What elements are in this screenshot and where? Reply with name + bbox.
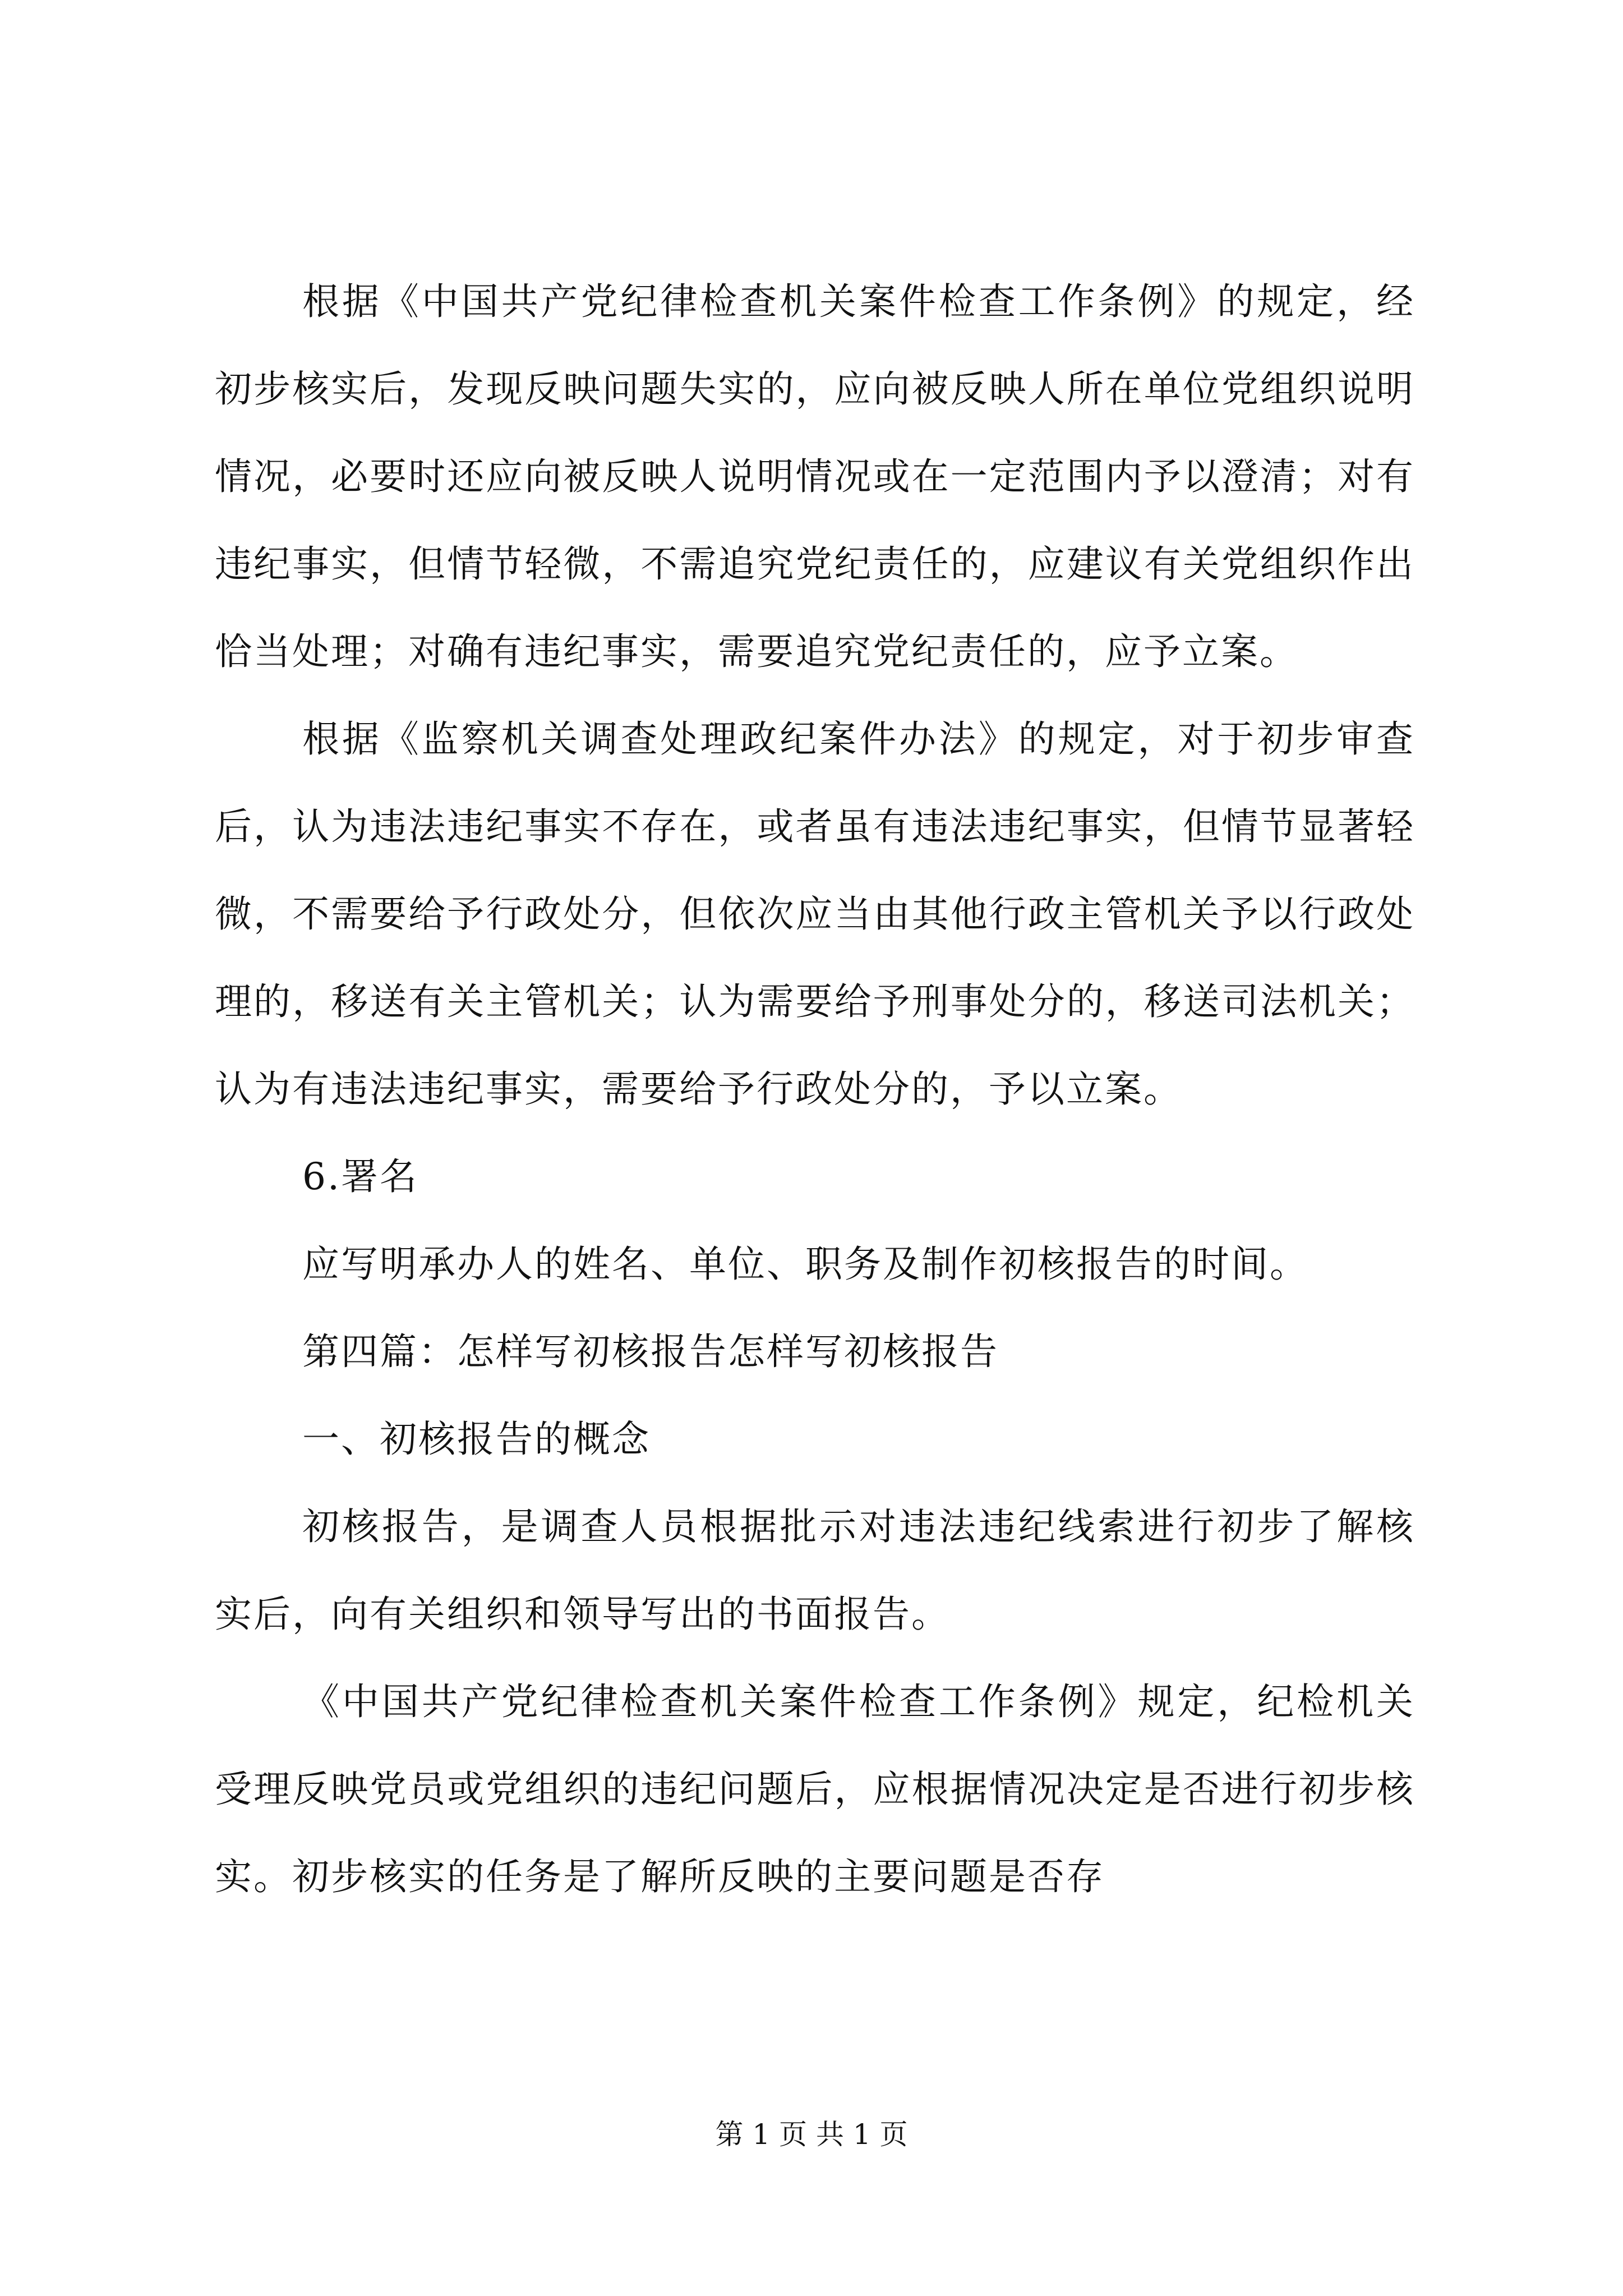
document-body [215, 258, 1415, 1921]
section-heading-signature: 6.署名 [302, 1155, 418, 1198]
page-number-footer: 第 1 页 共 1 页 [715, 2118, 908, 2151]
paragraph-regulation-provisions: 《中国共产党纪律检查机关案件检查工作条例》规定，纪检机关受理反映党员或党组织的违纪问题后，应根据情况决定是否进行初步核实。初步核实的任务是了解所反映的主要问题是否存 [215, 1680, 1415, 1898]
paragraph-signature-requirements: 应写明承办人的姓名、单位、职务及制作初核报告的时间。 [302, 1243, 1308, 1286]
section-heading-concept: 一、初核报告的概念 [302, 1418, 651, 1461]
paragraph-discipline-regulation: 根据《中国共产党纪律检查机关案件检查工作条例》的规定，经初步核实后，发现反映问题失实的，应向被反映人所在单位党组织说明情况，必要时还应向被反映人说明情况或在一定范围内予以澄清；对有违纪事实，但情节轻微，不需追究党纪责任的，应建议有关党组织作出恰当处理；对确有违纪事实，需要追究党纪责任的，应予立案。 [215, 280, 1415, 673]
chapter-heading: 第四篇：怎样写初核报告怎样写初核报告 [302, 1330, 999, 1373]
paragraph-supervision-measures: 根据《监察机关调查处理政纪案件办法》的规定，对于初步审查后，认为违法违纪事实不存在，或者虽有违法违纪事实，但情节显著轻微，不需要给予行政处分，但依次应当由其他行政主管机关予以行政处理的，移送有关主管机关；认为需要给予刑事处分的，移送司法机关；认为有违法违纪事实，需要给予行政处分的，予以立案。 [215, 717, 1415, 1111]
paragraph-concept-definition: 初核报告，是调查人员根据批示对违法违纪线索进行初步了解核实后，向有关组织和领导写出的书面报告。 [215, 1505, 1415, 1636]
